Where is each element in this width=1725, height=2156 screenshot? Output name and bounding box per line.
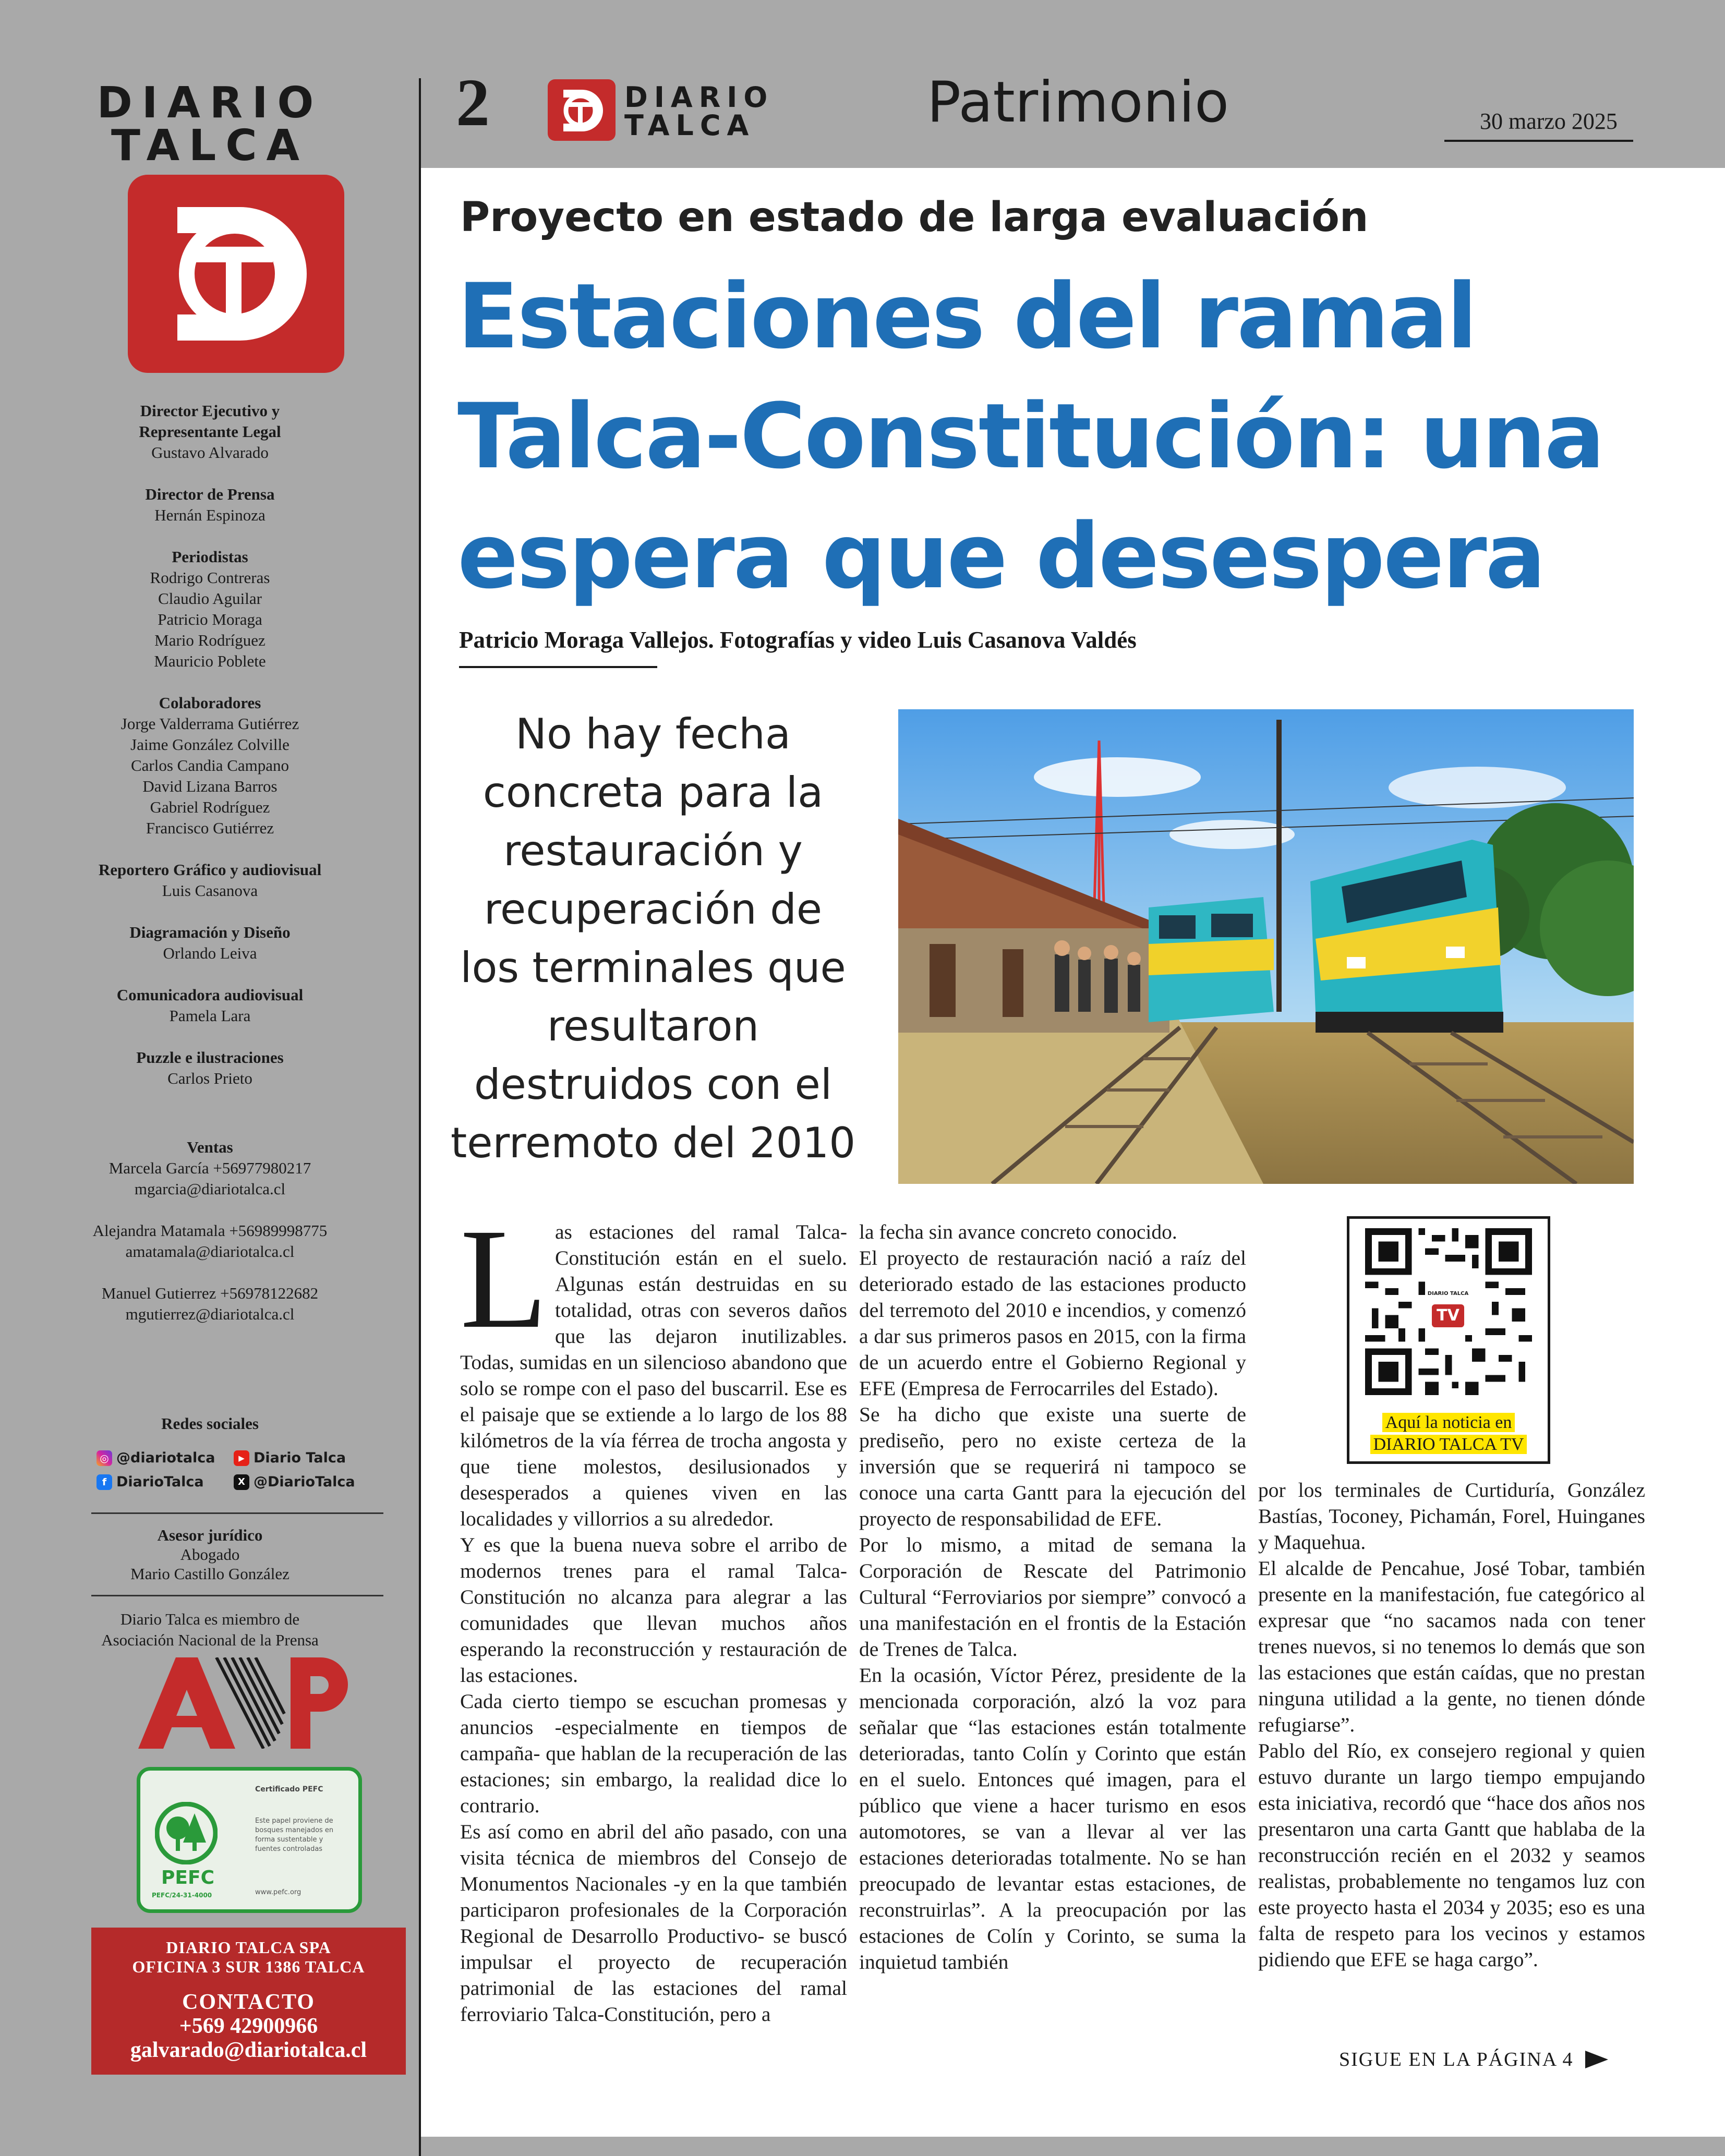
qr-video-link[interactable] <box>1347 1216 1550 1464</box>
sales-contact <box>0 1283 420 1325</box>
credit-name: Mario Rodríguez <box>154 631 266 649</box>
credit-group <box>0 859 420 901</box>
article-page <box>421 168 1725 2137</box>
contact-box <box>91 1928 406 2075</box>
instagram-icon <box>96 1450 112 1466</box>
credit-name: Jorge Valderrama Gutiérrez <box>120 714 299 733</box>
credit-name: Patricio Moraga <box>158 610 262 628</box>
pefc-url: www.pefc.org <box>255 1888 301 1896</box>
article-paragraph: Se ha dicho que existe una suerte de prediseño, pero no existe certeza de la inversión que se requerirá ni tampoco se conoce una carta Gantt para la ejecución del proyecto de responsabilidad de EFE. <box>859 1403 1246 1530</box>
sidebar-divider <box>91 1512 383 1514</box>
continued-label: SIGUE EN LA PÁGINA 4 <box>1339 2049 1574 2070</box>
issue-date: 30 marzo 2025 <box>1480 108 1618 134</box>
credit-name: Rodrigo Contreras <box>150 568 270 587</box>
article-headline: Estaciones del ramal Talca-Constitución: una espera que desespera <box>457 264 1603 609</box>
brand-word-talca: TALCA <box>111 121 309 171</box>
credit-name: Claudio Aguilar <box>158 589 262 608</box>
article-paragraph: la fecha sin avance concreto conocido. <box>859 1220 1177 1243</box>
masthead-sidebar <box>0 0 420 2156</box>
social-facebook-handle: DiarioTalca <box>116 1474 204 1490</box>
pefc-description: Este papel proviene de bosques manejados en forma sustentable y fuentes controladas <box>255 1817 334 1853</box>
pefc-code: PEFC/24-31-4000 <box>152 1892 212 1899</box>
contact-title: CONTACTO <box>182 1990 315 2014</box>
photo-illustration <box>898 709 1634 1184</box>
sales-contact-line: Manuel Gutierrez +56978122682 <box>101 1284 319 1302</box>
legal-advisor-name: Mario Castillo González <box>130 1565 289 1583</box>
masthead-credits <box>0 401 420 1110</box>
company-address: OFICINA 3 SUR 1386 TALCA <box>132 1957 365 1976</box>
pefc-tree-icon <box>155 1802 218 1864</box>
sales-contact-email[interactable]: amatamala@diariotalca.cl <box>125 1242 295 1261</box>
company-info <box>91 1938 406 1977</box>
sales-contact-line: Alejandra Matamala +56989998775 <box>92 1221 328 1240</box>
article-paragraph: Pablo del Río, ex consejero regional y quien estuvo durante un largo tiempo empujando esta iniciativa, recordó que “hace dos años nos presentaron una carta Gantt que hablaba de la reconstrucción recién en el 2032 y seamos realistas, probablemente no tengamos luz con este proyecto hasta el 2034 y 2035; eso es una falta de respeto para los vecinos y estamos pidiendo que EFE se haga cargo”. <box>1258 1739 1645 1971</box>
facebook-icon <box>96 1474 112 1490</box>
qr-caption[interactable] <box>1349 1412 1548 1456</box>
credit-name: Jaime González Colville <box>130 735 289 754</box>
credit-role: Puzzle e ilustraciones <box>136 1048 284 1067</box>
article-column-1 <box>460 1200 847 2027</box>
credit-name: Carlos Candia Campano <box>130 756 289 774</box>
article-paragraph: Es así como en abril del año pasado, con una visita técnica de miembros del Consejo de Monumentos Nacionales -y en la que también participaron profesionales de la Corporación Regional de Desarrollo Productivo- se buscó impulsar el proyecto de recuperación patrimonial de las estaciones del ramal ferroviario Talca-Constitución, pero a <box>460 1820 847 2026</box>
credit-name: Hernán Espinoza <box>154 506 266 524</box>
pefc-cert-label: Certificado PEFC <box>255 1785 323 1794</box>
contact-email[interactable]: galvarado@diariotalca.cl <box>130 2038 367 2062</box>
credit-name: Gustavo Alvarado <box>151 443 269 462</box>
article-paragraph <box>460 1200 847 1532</box>
credit-group <box>0 547 420 672</box>
arrow-right-icon <box>1585 2051 1608 2068</box>
tv-badge-brand: DIARIO TALCA <box>1427 1291 1469 1297</box>
drop-cap: L <box>460 1200 548 1358</box>
train-station-photo <box>898 709 1634 1184</box>
article-paragraph: Por lo mismo, a mitad de semana la Corporación de Rescate del Patrimonio Cultural “Ferroviarios por siempre” convocó a una manifestación en el frontis de la Estación de Trenes de Talca. <box>859 1533 1246 1661</box>
anp-membership-line: Asociación Nacional de la Prensa <box>101 1631 319 1649</box>
credit-name: Carlos Prieto <box>167 1069 252 1087</box>
credit-name: Mauricio Poblete <box>154 652 266 670</box>
header-logo-mark-icon <box>548 79 616 141</box>
article-paragraph: por los terminales de Curtiduría, González Bastías, Toconey, Pichamán, Forel, Huinganes y Maquehua. <box>1258 1479 1645 1554</box>
social-title: Redes sociales <box>161 1414 259 1433</box>
sales-contacts <box>0 1137 420 1346</box>
credit-group <box>0 985 420 1026</box>
credit-group <box>0 401 420 463</box>
social-facebook[interactable] <box>96 1474 204 1490</box>
legal-advisor-title: Asesor jurídico <box>157 1526 263 1544</box>
tv-badge-label: TV <box>1432 1304 1464 1327</box>
credit-group <box>0 1047 420 1089</box>
credit-role: Colaboradores <box>159 694 261 712</box>
social-instagram[interactable] <box>96 1450 215 1466</box>
credit-name: Francisco Gutiérrez <box>146 819 274 837</box>
credit-group <box>0 693 420 839</box>
credit-name: Orlando Leiva <box>163 944 257 962</box>
article-paragraph: El alcalde de Pencahue, José Tobar, también presente en la manifestación, fue categórico al expresar que “no sacamos nada con tener trenes nuevos, si no tenemos lo demás que son las estaciones que están caídas, que no prestan ninguna utilidad a la gente, no tienen dónde refugiarse”. <box>1258 1557 1645 1736</box>
credit-name: David Lizana Barros <box>142 777 278 795</box>
continued-on-page[interactable] <box>1339 2048 1608 2071</box>
article-paragraph: Cada cierto tiempo se escuchan promesas y anuncios -especialmente en tiempos de campaña- que hablan de la recuperación de las estaciones; sin embargo, la realidad dice lo contrario. <box>460 1690 847 1817</box>
pefc-name: PEFC <box>161 1867 214 1888</box>
social-x[interactable] <box>234 1474 355 1490</box>
sidebar-divider <box>91 1595 383 1596</box>
article-paragraph-text: as estaciones del ramal Talca-Constitución están en el suelo. Algunas están destruidas en su totalidad, otras con severos daños que las dejaron inutilizables. Todas, sumidas en un silencioso abandono que solo se rompe con el paso del buscarril. Ese es el paisaje que se extiende a lo largo de los 88 kilómetros de la vía férrea de trocha angosta y que tiene molestos, desilusionados y desesperados a quienes viven en las localidades y villorrios a su alrededor. <box>460 1220 847 1530</box>
legal-advisor-line: Abogado <box>180 1545 240 1564</box>
credit-role: Reportero Gráfico y audiovisual <box>98 861 322 879</box>
social-youtube[interactable] <box>234 1450 346 1466</box>
anp-membership-note <box>0 1609 420 1651</box>
page-number: 2 <box>456 65 490 140</box>
credit-name: Pamela Lara <box>169 1007 251 1025</box>
sales-contact-email[interactable]: mgarcia@diariotalca.cl <box>134 1180 286 1198</box>
article-paragraph: Y es que la buena nueva sobre el arribo de modernos trenes para el ramal Talca-Constitución no alcanza para alegrar a las comunidades que llevan muchos años esperando la reconstrucción y restauración de las estaciones. <box>460 1533 847 1687</box>
article-paragraph: En la ocasión, Víctor Pérez, presidente de la mencionada corporación, alzó la voz para señalar que “las estaciones están totalmente deterioradas, tanto Colín y Corinto que están en el suelo. Entonces qué imagen, para el público que viene a hacer turismo en esos automotores, se van a llevar al ver las estaciones deterioradas totalmente. No se han preocupado de levantar estas estaciones, de reconstruirlas”. A la preocupación por las estaciones de Colín y Corinto, se suma la inquietud también <box>859 1664 1246 1973</box>
anp-logo <box>138 1657 352 1749</box>
header-logo-word-talca: TALCA <box>624 109 755 142</box>
anp-membership-line: Diario Talca es miembro de <box>120 1610 300 1628</box>
article-column-3 <box>1258 1477 1645 1972</box>
social-x-handle: @DiarioTalca <box>254 1474 355 1490</box>
credit-name: Gabriel Rodríguez <box>150 798 270 816</box>
sales-contact <box>0 1158 420 1200</box>
social-instagram-handle: @diariotalca <box>116 1450 215 1466</box>
sales-contact <box>0 1220 420 1262</box>
header-logo <box>548 79 616 141</box>
credit-role: Diagramación y Diseño <box>129 923 291 941</box>
page-header <box>421 0 1725 168</box>
tv-badge <box>1427 1291 1469 1329</box>
pefc-certification <box>137 1767 362 1913</box>
credit-group <box>0 922 420 964</box>
byline-underline <box>459 666 657 668</box>
credit-role: Director Ejecutivo y <box>140 402 280 420</box>
brand-word-diario: DIARIO <box>96 78 323 128</box>
section-title: Patrimonio <box>927 70 1229 135</box>
sales-contact-email[interactable]: mgutierrez@diariotalca.cl <box>125 1305 295 1323</box>
credit-role: Periodistas <box>172 548 248 566</box>
diario-talca-logo-mark-icon <box>128 175 344 373</box>
social-youtube-handle: Diario Talca <box>254 1450 346 1466</box>
header-logo-word-diario: DIARIO <box>624 81 774 114</box>
credit-role: Comunicadora audiovisual <box>116 986 304 1004</box>
credit-name: Luis Casanova <box>162 881 258 900</box>
legal-advisor <box>0 1525 420 1583</box>
sales-title: Ventas <box>187 1138 233 1156</box>
diario-talca-logo <box>128 175 344 373</box>
article-byline: Patricio Moraga Vallejos. Fotografías y video Luis Casanova Valdés <box>459 627 1137 653</box>
credit-group <box>0 484 420 526</box>
article-column-2 <box>859 1219 1246 1975</box>
sales-contact-line: Marcela García +56977980217 <box>108 1159 311 1177</box>
contact-phone[interactable]: +569 42900966 <box>179 2014 318 2038</box>
qr-caption-line: Aquí la noticia en <box>1382 1413 1515 1432</box>
date-underline <box>1444 140 1633 142</box>
credit-role: Director de Prensa <box>145 485 275 503</box>
x-icon <box>234 1474 249 1490</box>
article-kicker: Proyecto en estado de larga evaluación <box>460 194 1369 241</box>
youtube-icon <box>234 1450 249 1466</box>
article-subhead: No hay fecha concreta para la restauración y recuperación de los terminales que resultaron destruidos con el terremoto del 2010 <box>450 710 856 1167</box>
credit-role: Representante Legal <box>139 422 281 441</box>
company-name: DIARIO TALCA SPA <box>166 1938 331 1957</box>
article-paragraph: El proyecto de restauración nació a raíz del deteriorado estado de las estaciones producto del terremoto del 2010 e incendios, y comenzó a dar sus primeros pasos en 2015, con la firma de un acuerdo entre el Gobierno Regional y EFE (Empresa de Ferrocarriles del Estado). <box>859 1246 1246 1400</box>
qr-caption-line: DIARIO TALCA TV <box>1370 1435 1527 1454</box>
